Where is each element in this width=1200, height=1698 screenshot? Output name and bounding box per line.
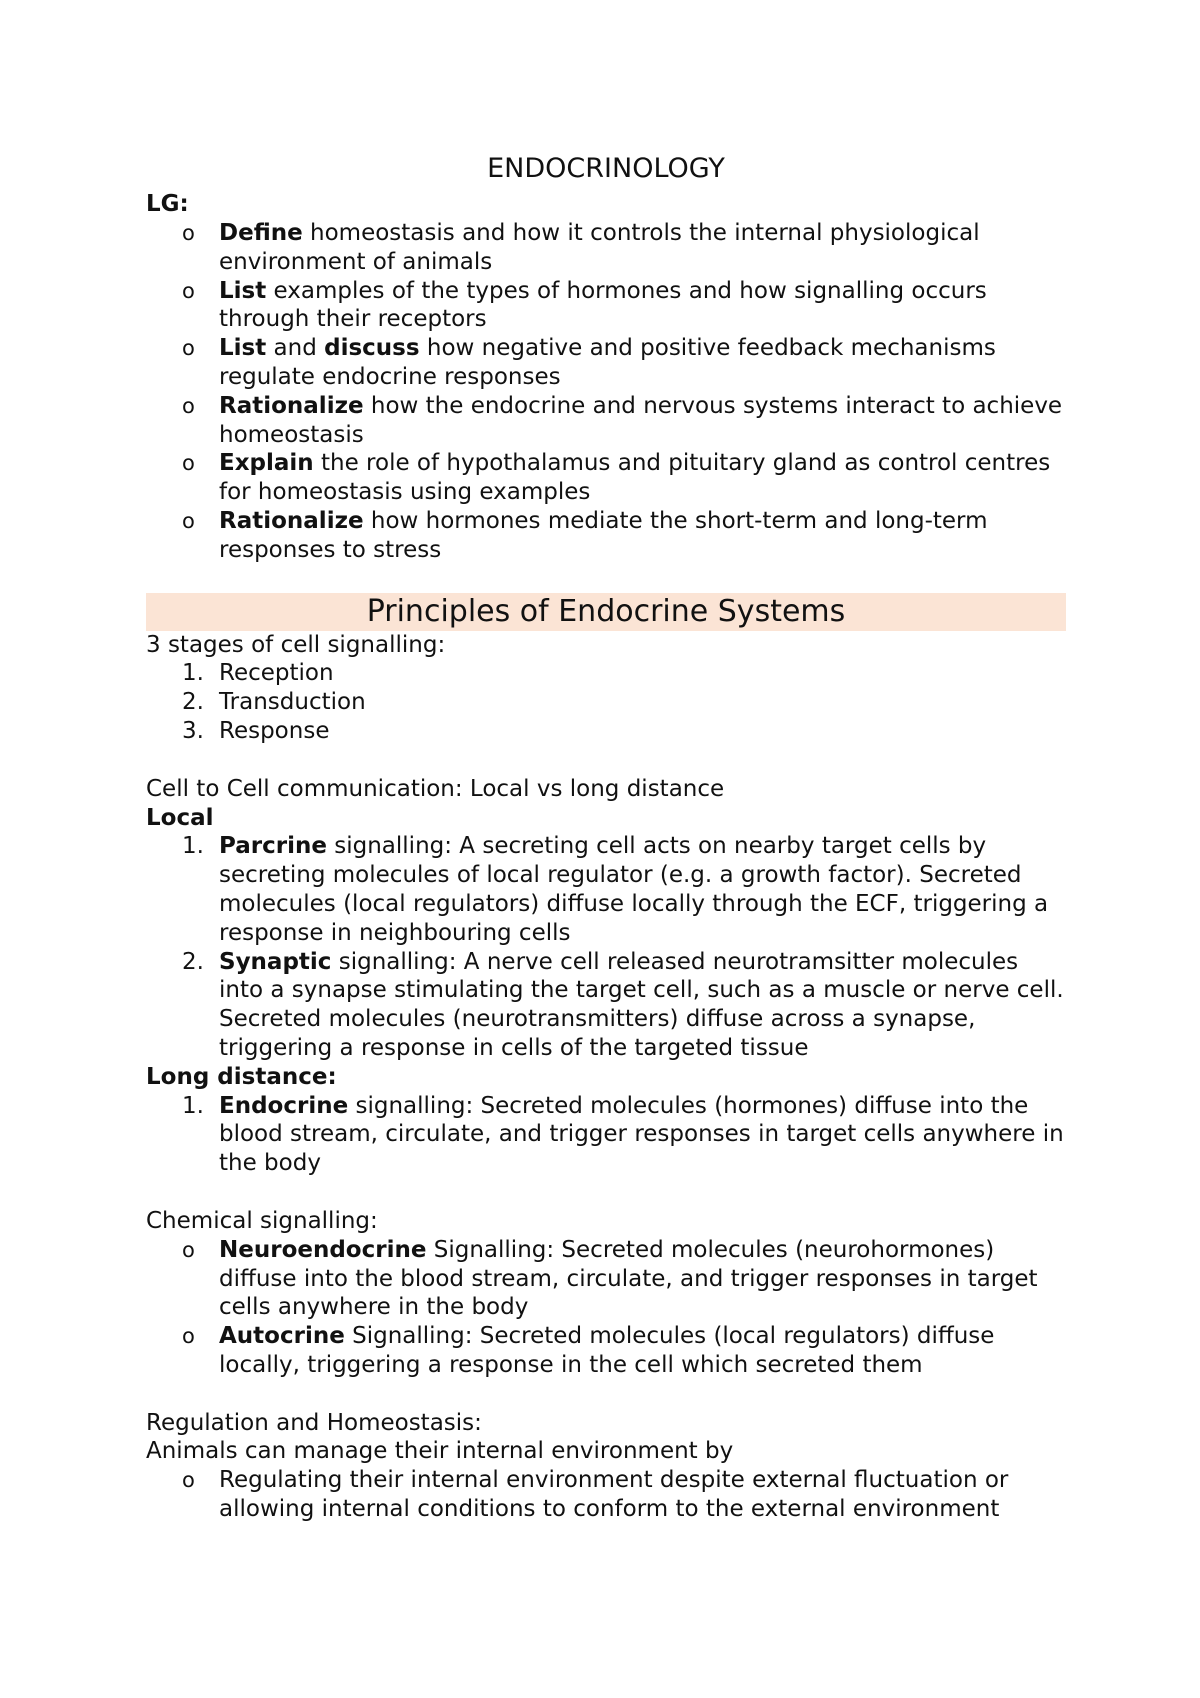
reg-list [146, 1466, 1066, 1524]
bullet-icon: o [182, 336, 195, 361]
long-distance-label: Long distance: [146, 1063, 337, 1090]
list-item: o Neuroendocrine Signalling: Secreted molecules (neurohormones) diffuse into the blood stream, circulate, and trigger responses in target cells anywhere in the body [182, 1236, 1038, 1321]
list-item: o Rationalize how hormones mediate the short-term and long-term responses to stress [182, 507, 988, 563]
long-distance-list [146, 1092, 1066, 1178]
list-item: o Regulating their internal environment despite external fluctuation or allowing internal conditions to conform to the external environment [182, 1467, 1009, 1523]
bullet-icon: o [182, 221, 195, 245]
list-item: o List and discuss how negative and positive feedback mechanisms regulate endocrine responses [182, 335, 996, 390]
list-item: o Define homeostasis and how it controls the internal physiological environment of animals [182, 220, 980, 275]
bullet-icon: o [182, 1324, 195, 1349]
bullet-icon: o [182, 1237, 195, 1262]
local-label: Local [146, 804, 214, 831]
list-item: o Rationalize how the endocrine and nervous systems interact to achieve homeostasis [182, 392, 1063, 448]
learning-goals-list [146, 219, 1066, 565]
bullet-icon: o [182, 451, 195, 476]
section-heading: Principles of Endocrine Systems [146, 593, 1066, 631]
list-number: 1. [182, 1092, 204, 1119]
reg-sub: Animals can manage their internal environment by [146, 1438, 734, 1465]
bullet-icon: o [182, 278, 195, 303]
list-item: 1. Endocrine signalling: Secreted molecules (hormones) diffuse into the blood stream, circulate, and trigger responses in target cells anywhere in the body [182, 1092, 1064, 1177]
list-item: o List examples of the types of hormones and how signalling occurs through their receptors [182, 277, 987, 333]
bullet-icon: o [182, 508, 195, 533]
reg-intro: Regulation and Homeostasis: [146, 1409, 482, 1436]
list-number: 2. [182, 689, 204, 716]
list-item: o Explain the role of hypothalamus and pituitary gland as control centres for homeostasis using examples [182, 450, 1051, 506]
stages-list [146, 659, 1066, 745]
list-number: 2. [182, 948, 204, 975]
chem-list [146, 1236, 1066, 1380]
document-page [146, 150, 1066, 1524]
lg-label: LG: [146, 191, 189, 217]
local-list [146, 832, 1066, 1062]
list-item: 3. Response [182, 717, 330, 744]
list-item: o Autocrine Signalling: Secreted molecules (local regulators) diffuse locally, triggering a response in the cell which secreted them [182, 1323, 995, 1378]
list-item: 1. Parcrine signalling: A secreting cell acts on nearby target cells by secreting molecules of local regulator (e.g. a growth factor). Secreted molecules (local regulators) diffuse locally through the ECF, triggering a response in neighbouring cells [182, 833, 1049, 946]
list-item: 1. Reception [182, 660, 334, 687]
stages-intro: 3 stages of cell signalling: [146, 631, 446, 658]
list-number: 3. [182, 717, 204, 744]
list-item: 2. Transduction [182, 689, 366, 716]
comm-intro: Cell to Cell communication: Local vs long distance [146, 775, 725, 802]
list-item: 2. Synaptic signalling: A nerve cell released neurotramsitter molecules into a synapse stimulating the target cell, such as a muscle or nerve cell. Secreted molecules (neurotransmitters) diffuse across a synapse, triggering a response in cells of the targeted tissue [182, 948, 1064, 1061]
bullet-icon: o [182, 393, 195, 418]
list-number: 1. [182, 833, 204, 860]
doc-title: ENDOCRINOLOGY [487, 153, 725, 184]
chem-intro: Chemical signalling: [146, 1207, 378, 1234]
list-number: 1. [182, 660, 204, 687]
bullet-icon: o [182, 1468, 195, 1493]
